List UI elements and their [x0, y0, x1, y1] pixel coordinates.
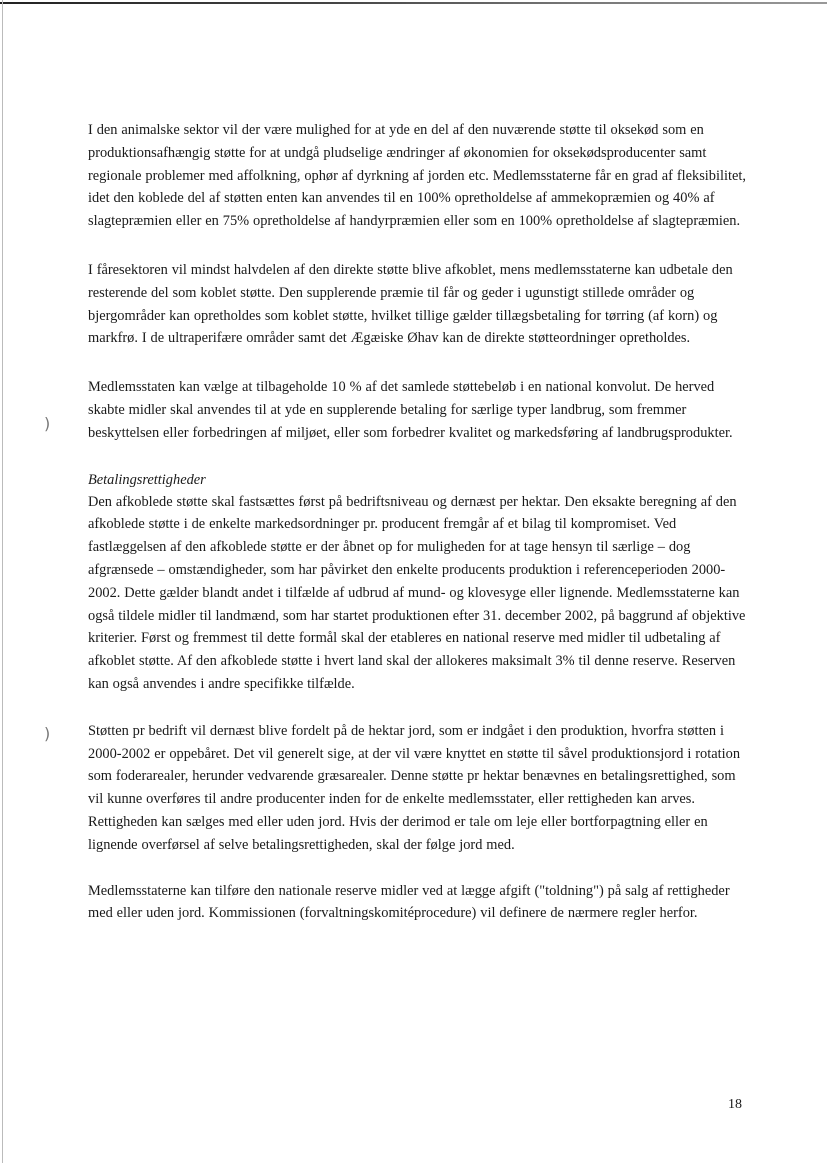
paragraph-national-reserve: Medlemsstaterne kan tilføre den nationale reserve midler ved at lægge afgift ("toldning") på salg af rettigheder med eller uden jord. Kommissionen (forvaltningskomitéprocedure) vil definere de nærmere regler herfor. — [88, 882, 730, 922]
binder-hole-mark: ) — [44, 414, 51, 433]
scan-top-edge — [0, 2, 827, 4]
paragraph-sheep-sector: I fåresektoren vil mindst halvdelen af den direkte støtte blive afkoblet, mens medlemsstaterne kan udbetale den resterende del som koblet støtte. Den supplerende præmie til får og geder i ugunstigt stillede områder og bjergområder kan opretholdes som koblet støtte, hvilket tillige gælder tillægsbetaling for tørring (af korn) og markfrø. I de ultraperifære områder samt det Ægæiske Øhav kan de direkte støtteordninger opretholdes. — [88, 261, 733, 347]
paragraph-national-envelope: Medlemsstaten kan vælge at tilbageholde 10 % af det samlede støttebeløb i en national konvolut. De herved skabte midler skal anvendes til at yde en supplerende betaling for særlige typer landbrug, som fremmer beskyttelsen eller forbedringen af miljøet, eller som forbedrer kvalitet og markedsføring af landbrugsprodukter. — [88, 379, 733, 441]
document-page — [88, 119, 750, 948]
section-heading: Betalingsrettigheder — [88, 471, 206, 488]
paragraph-animal-sector: I den animalske sektor vil der være mulighed for at yde en del af den nuværende støtte til oksekød som en produktionsafhængig støtte for at undgå pludselige ændringer af økonomien for oksekødsproducenter samt regionale problemer med affolkning, ophør af dyrkning af jorden etc. Medlemsstaterne får en grad af fleksibilitet, idet den koblede del af støtten enten kan anvendes til en 100% opretholdelse af ammekopræmien og 40% af slagtepræmien eller en 75% opretholdelse af handyrpræmien eller som en 100% opretholdelse af slagtepræmien. — [88, 122, 746, 230]
paragraph-support-per-farm: Støtten pr bedrift vil dernæst blive fordelt på de hektar jord, som er indgået i den produktion, hvorfra støtten i 2000-2002 er oppebåret. Det vil generelt sige, at der vil være knyttet en støtte til såvel produktionsjord i rotation som foderarealer, herunder vedvarende græsarealer. Denne støtte pr hektar benævnes en betalingsrettighed, som vil kunne overføres til andre producenter inden for de enkelte medlemsstater, eller rettigheden kan arves. Rettigheden kan sælges med eller uden jord. Hvis der derimod er tale om leje eller bortforpagtning eller en lignende overførsel af selve betalingsrettigheden, skal der følge jord med. — [88, 722, 741, 853]
scan-left-edge — [2, 0, 3, 1163]
paragraph-decoupled-support: Den afkoblede støtte skal fastsættes først på bedriftsniveau og dernæst per hektar. Den eksakte beregning af den afkoblede støtte i de enkelte markedsordninger pr. producent fremgår af et bilag til kompromiset. Ved fastlæggelsen af den afkoblede støtte er der åbnet op for muligheden for at tage hensyn til særlige – dog afgrænsede – omstændigheder, som har påvirket den enkelte producents produktion i referenceperioden 2000-2002. Dette gælder blandt andet i tilfælde af udbrud af mund- og klovesyge eller lignende. Medlemsstaterne kan også tildele midler til landmænd, som har startet produktionen efter 31. december 2002, på baggrund af objektive kriterier. Først og fremmest til dette formål skal der etableres en national reserve med midler til udbetaling af afkoblet støtte. Af den afkoblede støtte i hvert land skal der allokeres maksimalt 3% til denne reserve. Reserven kan også anvendes i andre specifikke tilfælde. — [88, 493, 746, 692]
binder-hole-mark: ) — [44, 724, 51, 743]
page-number: 18 — [728, 1097, 742, 1112]
